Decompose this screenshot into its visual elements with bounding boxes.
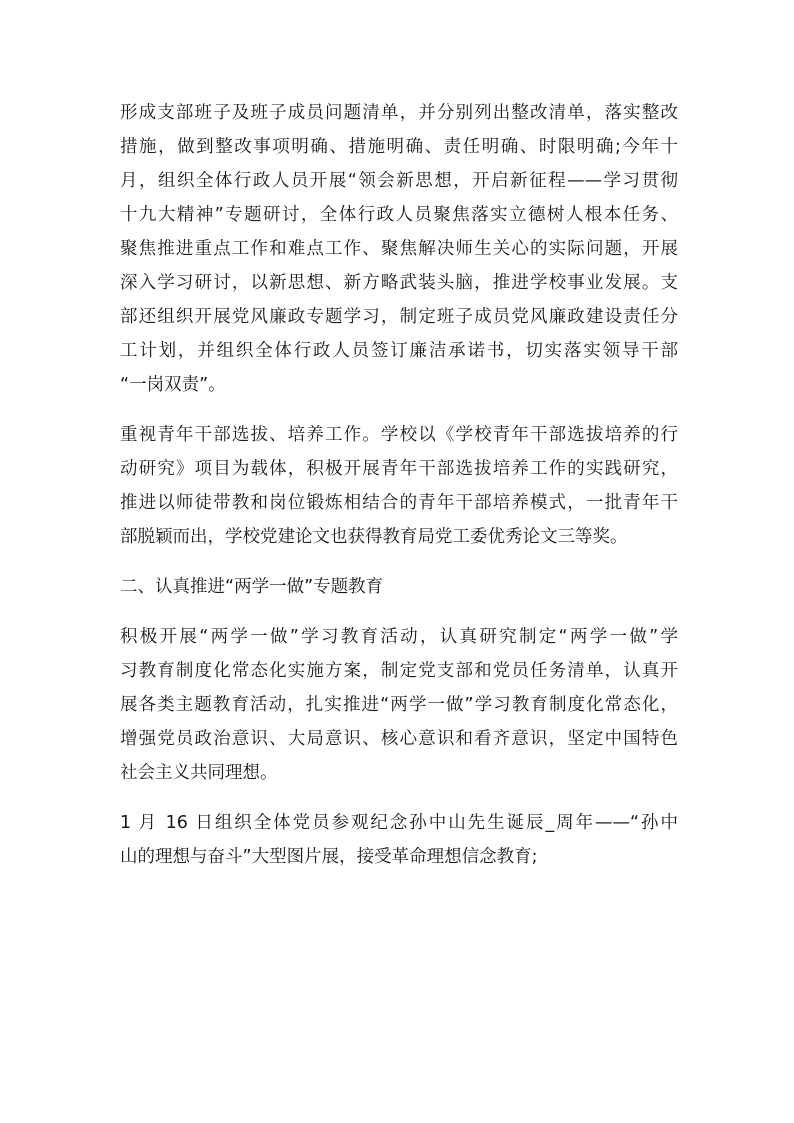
document-page bbox=[120, 96, 678, 874]
section-heading bbox=[120, 570, 678, 604]
text-line: 聚焦推进重点工作和难点工作、聚焦解决师生关心的实际问题，开展 bbox=[120, 239, 678, 259]
text-line: 山的理想与奋斗”大型图片展，接受革命理想信念教育; bbox=[120, 847, 538, 867]
text-line: 措施，做到整改事项明确、措施明确、责任明确、时限明确;今年十 bbox=[120, 137, 678, 157]
text-line: 部脱颖而出，学校党建论文也获得教育局党工委优秀论文三等奖。 bbox=[120, 527, 628, 547]
text-line: 十九大精神”专题研讨，全体行政人员聚焦落实立德树人根本任务、 bbox=[120, 205, 678, 225]
text-line: 习教育制度化常态化实施方案，制定党支部和党员任务清单，认真开 bbox=[120, 661, 678, 681]
paragraph-two-studies bbox=[120, 620, 678, 790]
text-line: “一岗双责”。 bbox=[120, 375, 226, 395]
text-line: 工计划，并组织全体行政人员签订廉洁承诺书，切实落实领导干部 bbox=[120, 341, 678, 361]
text-line: 积极开展“两学一做”学习教育活动，认真研究制定“两学一做”学 bbox=[120, 627, 678, 647]
text-line: 深入学习研讨，以新思想、新方略武装头脑，推进学校事业发展。支 bbox=[120, 273, 678, 293]
heading-line: 二、认真推进“两学一做”专题教育 bbox=[120, 577, 384, 597]
paragraph-gap bbox=[120, 402, 678, 418]
paragraph-young-cadres bbox=[120, 418, 678, 554]
text-line: 1 月 16 日组织全体党员参观纪念孙中山先生诞辰_周年——“孙中 bbox=[120, 813, 678, 833]
text-line: 推进以师徒带教和岗位锻炼相结合的青年干部培养模式，一批青年干 bbox=[120, 493, 678, 513]
text-line: 部还组织开展党风廉政专题学习，制定班子成员党风廉政建设责任分 bbox=[120, 307, 678, 327]
text-line: 增强党员政治意识、大局意识、核心意识和看齐意识，坚定中国特色 bbox=[120, 729, 678, 749]
text-line: 展各类主题教育活动，扎实推进“两学一做”学习教育制度化常态化， bbox=[120, 695, 678, 715]
paragraph-exhibition-visit bbox=[120, 806, 678, 874]
text-line: 形成支部班子及班子成员问题清单，并分别列出整改清单，落实整改 bbox=[120, 103, 678, 123]
paragraph-rectification bbox=[120, 96, 678, 402]
text-line: 社会主义共同理想。 bbox=[120, 763, 278, 783]
paragraph-gap bbox=[120, 554, 678, 570]
paragraph-gap bbox=[120, 790, 678, 806]
text-line: 动研究》项目为载体，积极开展青年干部选拔培养工作的实践研究， bbox=[120, 459, 678, 479]
text-line: 月，组织全体行政人员开展“领会新思想，开启新征程——学习贯彻 bbox=[120, 171, 678, 191]
paragraph-gap bbox=[120, 604, 678, 620]
text-line: 重视青年干部选拔、培养工作。学校以《学校青年干部选拔培养的行 bbox=[120, 425, 678, 445]
